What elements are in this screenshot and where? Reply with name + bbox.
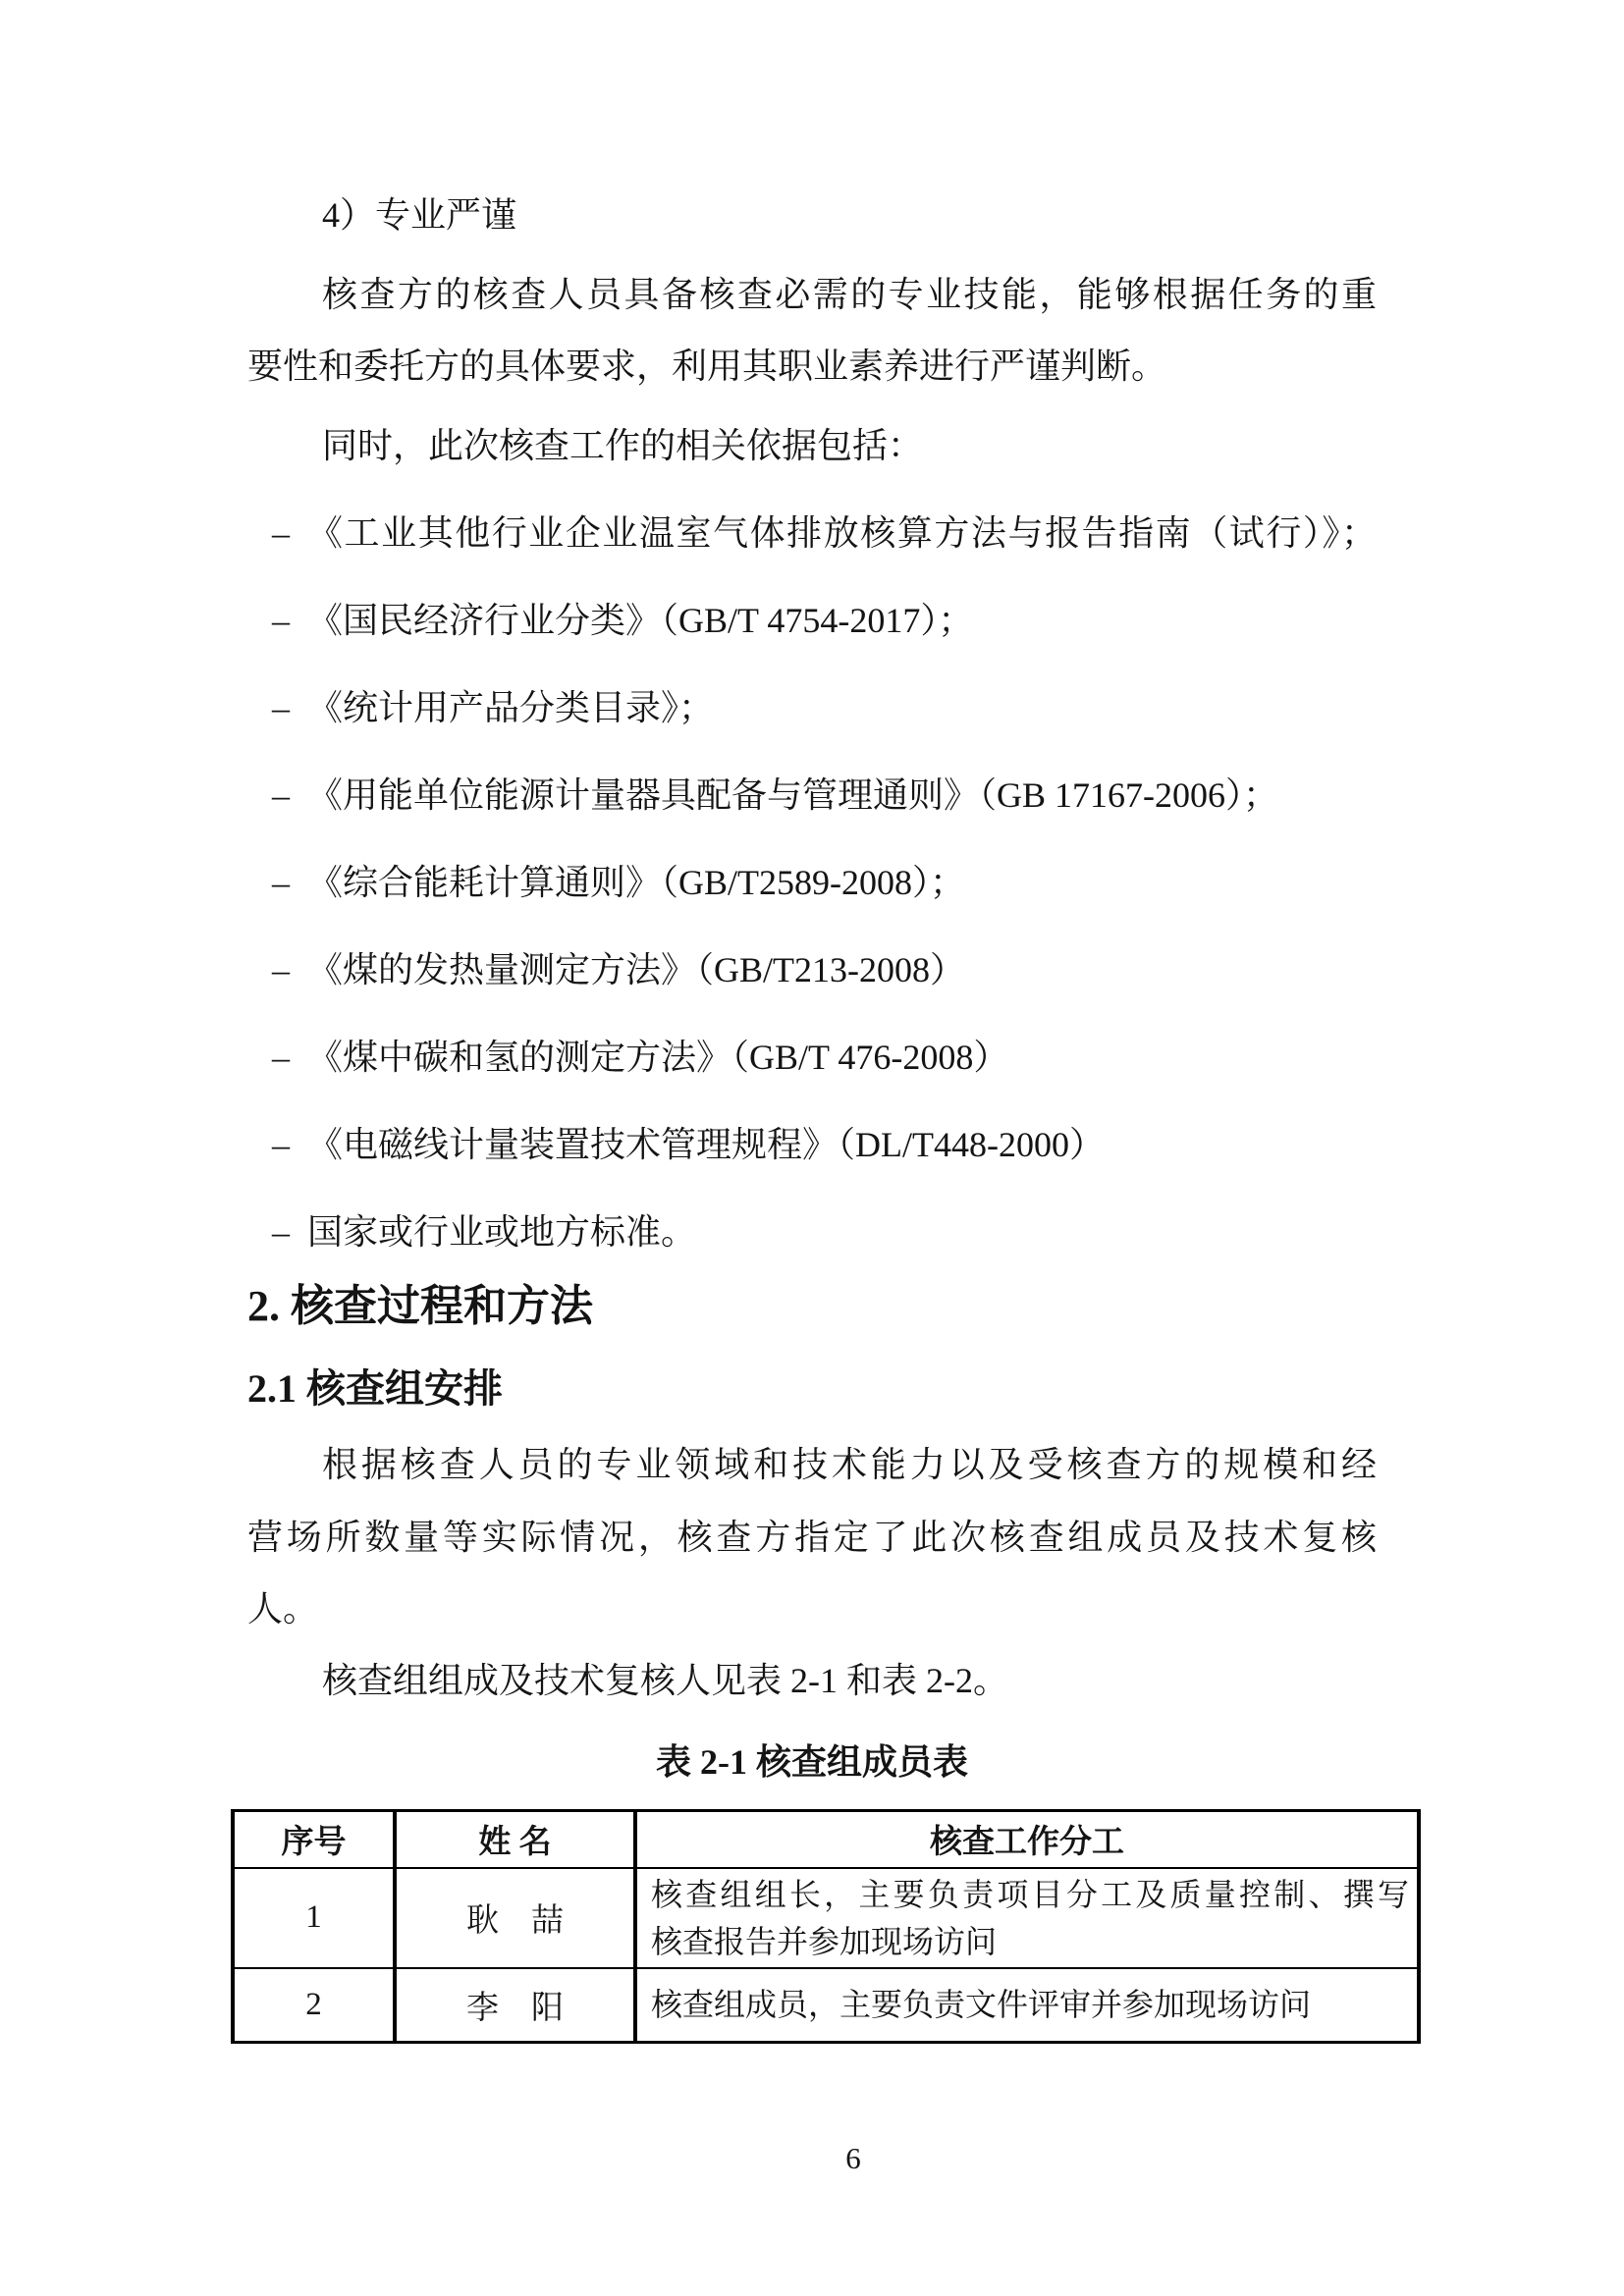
reference-text: 国家或行业或地方标准。 xyxy=(307,1212,697,1252)
dash-bullet: – xyxy=(272,688,290,727)
column-header-no: 序号 xyxy=(233,1811,395,1868)
reference-text: 《用能单位能源计量器具配备与管理通则》（GB 17167-2006）； xyxy=(307,775,1278,815)
duty-line: 核查组组长，主要负责项目分工及质量控制、撰写 xyxy=(651,1876,1409,1912)
table-row xyxy=(233,1968,1419,2043)
dash-bullet: – xyxy=(272,1038,290,1077)
dash-bullet: – xyxy=(272,775,290,815)
cell-no: 2 xyxy=(233,1968,395,2043)
paragraph-line: 同时，此次核查工作的相关依据包括： xyxy=(322,426,924,465)
paragraph-line: 根据核查人员的专业领域和技术能力以及受核查方的规模和经 xyxy=(322,1445,1377,1484)
reference-text: 《工业其他行业企业温室气体排放核算方法与报告指南（试行）》； xyxy=(307,513,1377,553)
page-number: 6 xyxy=(845,2141,861,2175)
dash-bullet: – xyxy=(272,950,290,989)
dash-bullet: – xyxy=(272,863,290,902)
paragraph-line: 要性和委托方的具体要求，利用其职业素养进行严谨判断。 xyxy=(247,347,1167,386)
reference-text: 《煤中碳和氢的测定方法》（GB/T 476-2008） xyxy=(307,1038,1009,1077)
reference-item xyxy=(247,862,1377,904)
cell-duty xyxy=(635,1868,1419,1968)
reference-item xyxy=(247,774,1377,817)
reference-item xyxy=(247,600,1377,642)
dash-bullet: – xyxy=(272,1212,290,1252)
reference-text: 《统计用产品分类目录》； xyxy=(307,688,715,727)
paragraph-line: 核查组组成及技术复核人见表 2-1 和表 2-2。 xyxy=(322,1661,1008,1700)
cell-name: 李 阳 xyxy=(395,1968,635,2043)
reference-text: 《国民经济行业分类》（GB/T 4754-2017）； xyxy=(307,601,974,640)
table-caption: 表 2-1 核查组成员表 xyxy=(656,1742,968,1782)
reference-item xyxy=(247,949,1377,991)
reference-item xyxy=(247,1124,1377,1166)
numbered-subheading: 4）专业严谨 xyxy=(322,195,517,235)
cell-duty xyxy=(635,1968,1419,2043)
dash-bullet: – xyxy=(272,513,290,553)
section-heading: 2. 核查过程和方法 xyxy=(247,1282,593,1330)
reference-text: 《综合能耗计算通则》（GB/T2589-2008）； xyxy=(307,863,965,902)
reference-item xyxy=(247,687,1377,729)
paragraph-line: 人。 xyxy=(247,1589,319,1629)
team-members-table xyxy=(231,1809,1421,2044)
dash-bullet: – xyxy=(272,1125,290,1164)
column-header-duty: 核查工作分工 xyxy=(635,1811,1419,1868)
duty-line: 核查报告并参加现场访问 xyxy=(651,1923,998,1959)
dash-bullet: – xyxy=(272,601,290,640)
paragraph-line: 核查方的核查人员具备核查必需的专业技能，能够根据任务的重 xyxy=(322,275,1377,314)
cell-no: 1 xyxy=(233,1868,395,1968)
reference-item xyxy=(247,1211,1377,1254)
reference-text: 《煤的发热量测定方法》（GB/T213-2008） xyxy=(307,950,965,989)
column-header-name: 姓 名 xyxy=(395,1811,635,1868)
paragraph-line: 营场所数量等实际情况，核查方指定了此次核查组成员及技术复核 xyxy=(247,1518,1377,1557)
table-header-row xyxy=(233,1811,1419,1868)
cell-name: 耿 喆 xyxy=(395,1868,635,1968)
reference-item xyxy=(247,512,1377,555)
reference-text: 《电磁线计量装置技术管理规程》（DL/T448-2000） xyxy=(307,1125,1105,1164)
duty-line: 核查组成员，主要负责文件评审并参加现场访问 xyxy=(651,1987,1312,2023)
subsection-heading: 2.1 核查组安排 xyxy=(247,1366,503,1411)
table-row xyxy=(233,1868,1419,1968)
reference-item xyxy=(247,1037,1377,1079)
